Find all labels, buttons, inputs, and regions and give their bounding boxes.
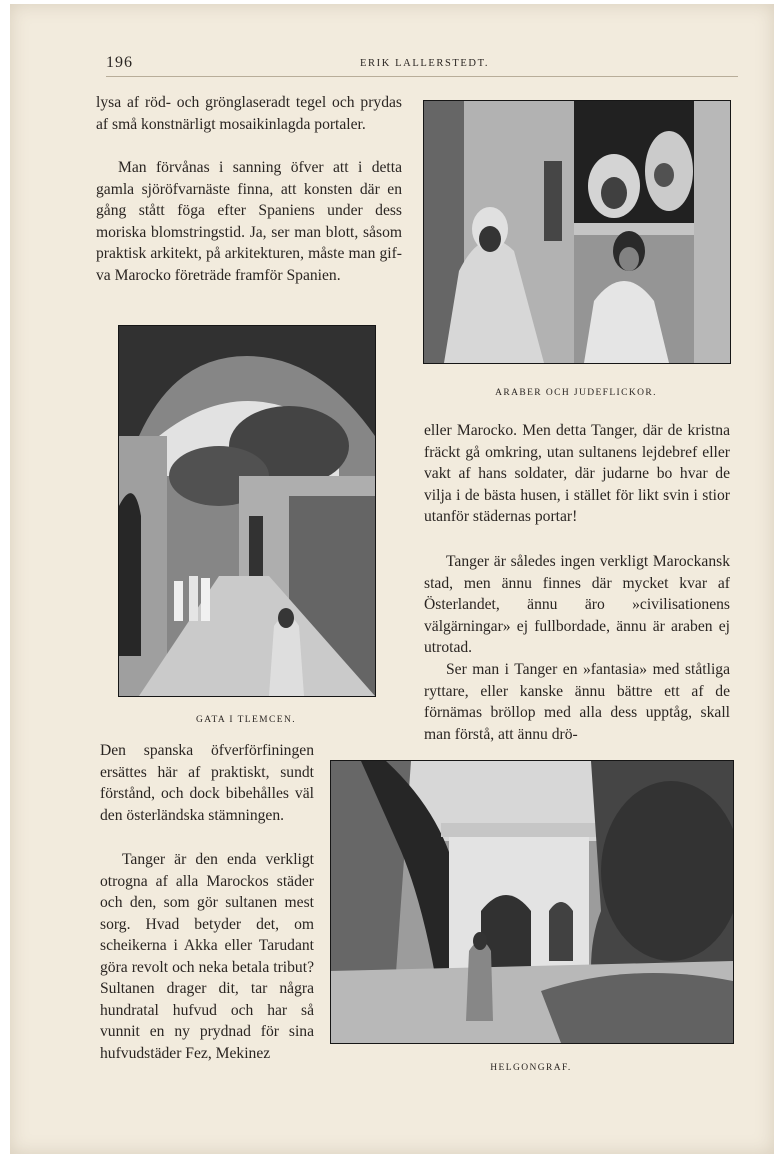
paragraph-fantasia: Ser man i Tanger en »fantasia» med ståtliga ryttare, eller kanske ännu bättre ett af de förnämas bröllop med alla dess upptåg, skall man förstå, att ännu drö- [424, 661, 730, 743]
caption-helgongraf: HELGONGRAF. [490, 1063, 572, 1073]
paragraph-mosaic-portals: lysa af röd- och grönglaseradt tegel och prydas af små konstnärligt mosaikinlagda portaler. [96, 94, 402, 133]
photo-helgongraf [330, 760, 734, 1044]
paragraph-pirate-nest: Man förvånas i sanning öfver att i detta gamla sjöröfvarnäste finna, att konsten där en gång stått föga efter Spaniens under dess moriska blomstringstid. Ja, ser man blott, såsom praktisk arkitekt, på arkitekturen, måste man gifva Marocko företräde framför Spanien. [96, 159, 402, 284]
page-header [106, 54, 738, 78]
caption-araber-och-judeflickor: ARABER OCH JUDEFLICKOR. [495, 388, 657, 398]
running-head: ERIK LALLERSTEDT. [360, 58, 490, 69]
book-page [10, 4, 774, 1154]
paragraph-tanger-christians: eller Marocko. Men detta Tanger, där de kristna fräckt gå omkring, utan sultanens lejdebref eller vakt af hans soldater, där judarne bo hvar de vilja i de bästa husen, i stället för likt svin i stior utanför städernas portar! [424, 422, 730, 525]
photo-gata-drawing [119, 326, 375, 696]
header-rule [106, 76, 738, 77]
photo-helgongraf-drawing [331, 761, 733, 1043]
page-number: 196 [106, 54, 133, 71]
photo-araber-drawing [424, 101, 730, 363]
paragraph-spanish-refinement: Den spanska öfverförfiningen ersättes här af praktiskt, sundt förstånd, och dock bibehålles väl den österländska stämningen. [100, 742, 314, 824]
photo-araber-och-judeflickor [423, 100, 731, 364]
paragraph-tanger-unbelieving: Tanger är den enda verkligt otrogna af alla Marockos städer och den, som gör sultanen mest sorg. Hvad betyder det, om scheikerna i Akka eller Tarudant göra revolt och neka betala tribut? Sultanen drager dit, tar några hundratal hufvud och har så vunnit en ny prydnad för sina hufvudstäder Fez, Mekinez [100, 851, 314, 1062]
caption-gata-i-tlemcen: GATA I TLEMCEN. [195, 715, 297, 725]
paragraph-tanger-not-moroccan: Tanger är således ingen verkligt Marockansk stad, men ännu finnes där mycket kvar af Österlandet, ännu äro »civilisationens välgärningar» ej fullbordade, ännu är araben ej utrotad. [424, 553, 730, 656]
photo-gata-i-tlemcen [118, 325, 376, 697]
